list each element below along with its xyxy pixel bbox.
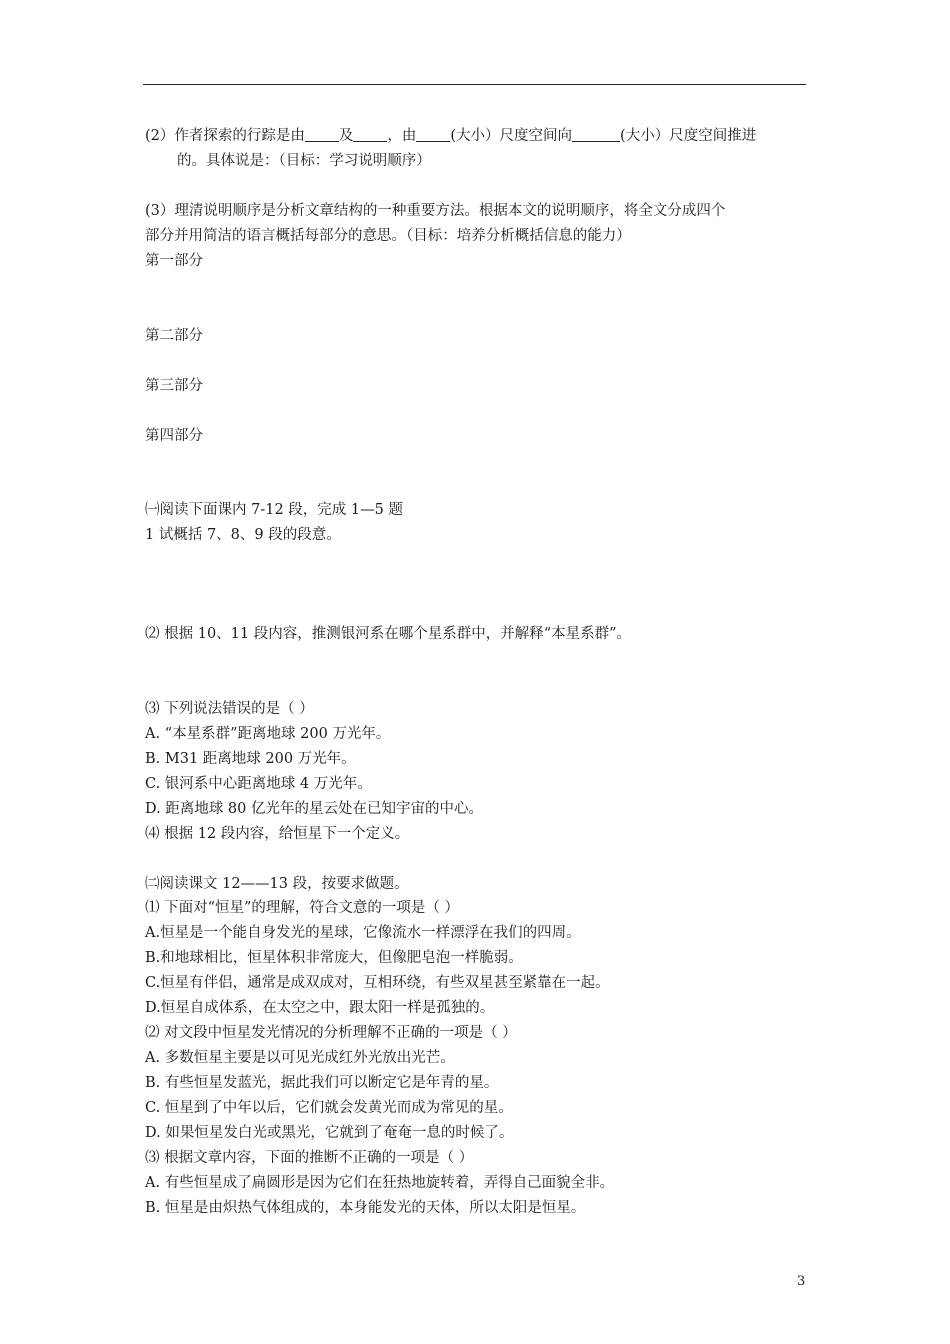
question-2-text: (大小）尺度空间推进: [620, 128, 757, 144]
option-b[interactable]: B. 有些恒星发蓝光，据此我们可以断定它是年青的星。: [145, 1075, 499, 1091]
part-1-label: 第一部分: [145, 253, 203, 269]
part-4-label: 第四部分: [145, 428, 203, 444]
section-1-question-3: ⑶ 下列说法错误的是（ ）: [145, 701, 314, 717]
option-a[interactable]: A. 有些恒星成了扁圆形是因为它们在狂热地旋转着，弄得自己面貌全非。: [145, 1175, 615, 1191]
section-2-question-2: ⑵ 对文段中恒星发光情况的分析理解不正确的一项是（ ）: [145, 1025, 517, 1041]
option-d[interactable]: D.恒星自成体系，在太空之中，跟太阳一样是孤独的。: [145, 1000, 495, 1016]
option-a[interactable]: A. 多数恒星主要是以可见光成红外光放出光芒。: [145, 1050, 455, 1066]
part-3-label: 第三部分: [145, 378, 203, 394]
section-1-question-1: 1 试概括 7、8、9 段的段意。: [145, 527, 341, 543]
answer-blank[interactable]: [353, 126, 387, 142]
question-2-text: 及: [338, 128, 354, 144]
answer-blank[interactable]: [572, 126, 620, 142]
header-rule: [143, 84, 806, 85]
section-1-heading: ㈠阅读下面课内 7-12 段，完成 1—5 题: [145, 502, 403, 518]
section-2-question-3: ⑶ 根据文章内容，下面的推断不正确的一项是（ ）: [145, 1150, 474, 1166]
question-3-line-2: 部分并用简洁的语言概括每部分的意思。（目标：培养分析概括信息的能力）: [145, 228, 631, 244]
question-3-line-1: (3）理清说明顺序是分析文章结构的一种重要方法。根据本文的说明顺序，将全文分成四个: [145, 203, 726, 219]
answer-blank[interactable]: [305, 126, 339, 142]
option-c[interactable]: C.恒星有伴侣，通常是成双成对，互相环绕，有些双星甚至紧靠在一起。: [145, 975, 610, 991]
option-c[interactable]: C. 银河系中心距离地球 4 万光年。: [145, 776, 372, 792]
question-2-line-2: 的。具体说是：（目标：学习说明顺序）: [177, 153, 431, 169]
option-d[interactable]: D. 距离地球 80 亿光年的星云处在已知宇宙的中心。: [145, 801, 483, 817]
section-1-question-4: ⑷ 根据 12 段内容，给恒星下一个定义。: [145, 826, 410, 842]
question-2-text: (大小）尺度空间向: [450, 128, 573, 144]
section-2-heading: ㈡阅读课文 12——13 段，按要求做题。: [145, 876, 409, 892]
option-d[interactable]: D. 如果恒星发白光或黑光，它就到了奄奄一息的时候了。: [145, 1125, 514, 1141]
question-2-line-1: [145, 126, 756, 146]
question-2-text: (2）作者探索的行踪是由: [145, 128, 305, 144]
option-c[interactable]: C. 恒星到了中年以后，它们就会发黄光而成为常见的星。: [145, 1100, 513, 1116]
question-2-text: ，由: [387, 128, 417, 144]
option-a[interactable]: A.恒星是一个能自身发光的星球，它像流水一样漂浮在我们的四周。: [145, 925, 581, 941]
option-b[interactable]: B. 恒星是由炽热气体组成的，本身能发光的天体，所以太阳是恒星。: [145, 1200, 586, 1216]
option-a[interactable]: A. “本星系群”距离地球 200 万光年。: [145, 726, 391, 742]
answer-blank[interactable]: [416, 126, 450, 142]
part-2-label: 第二部分: [145, 328, 203, 344]
option-b[interactable]: B.和地球相比，恒星体积非常庞大，但像肥皂泡一样脆弱。: [145, 950, 523, 966]
page-number: 3: [797, 1274, 806, 1289]
option-b[interactable]: B. M31 距离地球 200 万光年。: [145, 751, 356, 767]
section-2-question-1: ⑴ 下面对“恒星”的理解，符合文意的一项是（ ）: [145, 900, 460, 916]
section-1-question-2: ⑵ 根据 10、11 段内容，推测银河系在哪个星系群中，并解释“本星系群”。: [145, 626, 632, 642]
